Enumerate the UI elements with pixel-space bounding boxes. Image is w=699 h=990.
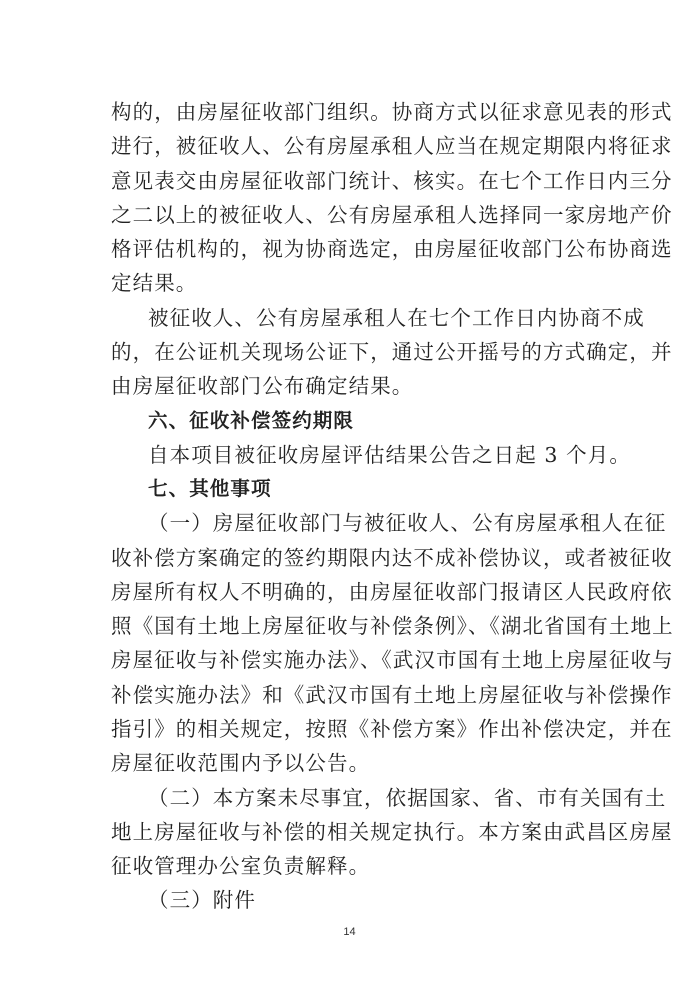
body-line: 格评估机构的，视为协商选定，由房屋征收部门公布协商选 <box>111 237 673 262</box>
body-line: 房屋征收范围内予以公告。 <box>111 751 371 776</box>
paragraph-start-line: （二）本方案未尽事宜，依据国家、省、市有关国有土 <box>148 785 667 810</box>
paragraph-start-line: 自本项目被征收房屋评估结果公告之日起 3 个月。 <box>148 442 631 467</box>
page-number: 14 <box>343 926 356 938</box>
section-heading-other-matters: 七、其他事项 <box>148 477 272 501</box>
body-line: 照《国有土地上房屋征收与补偿条例》、《湖北省国有土地上 <box>111 614 674 639</box>
body-line: 房屋征收与补偿实施办法》、《武汉市国有土地上房屋征收与 <box>111 648 674 673</box>
body-line: 征收管理办公室负责解释。 <box>111 854 371 879</box>
body-line: 收补偿方案确定的签约期限内达不成补偿协议，或者被征收 <box>111 545 673 570</box>
body-line: 的，在公证机关现场公证下，通过公开摇号的方式确定，并 <box>111 339 673 364</box>
body-line: 指引》的相关规定，按照《补偿方案》作出补偿决定，并在 <box>111 717 673 742</box>
body-line: 由房屋征收部门公布确定结果。 <box>111 374 414 399</box>
body-line: 定结果。 <box>111 271 198 296</box>
body-line: 意见表交由房屋征收部门统计、核实。在七个工作日内三分 <box>111 168 673 193</box>
body-line: 房屋所有权人不明确的，由房屋征收部门报请区人民政府依 <box>111 579 673 604</box>
body-line: 补偿实施办法》和《武汉市国有土地上房屋征收与补偿操作 <box>111 682 673 707</box>
paragraph-start-line: （一）房屋征收部门与被征收人、公有房屋承租人在征 <box>148 511 667 536</box>
paragraph-start-line: 被征收人、公有房屋承租人在七个工作日内协商不成 <box>148 305 645 330</box>
section-heading-signing-period: 六、征收补偿签约期限 <box>148 408 355 432</box>
body-line: 构的，由房屋征收部门组织。协商方式以征求意见表的形式 <box>111 100 673 124</box>
body-line: 地上房屋征收与补偿的相关规定执行。本方案由武昌区房屋 <box>111 819 673 844</box>
body-line: 进行，被征收人、公有房屋承租人应当在规定期限内将征求 <box>111 134 673 159</box>
body-line: 之二以上的被征收人、公有房屋承租人选择同一家房地产价 <box>111 202 673 227</box>
paragraph-start-line: （三）附件 <box>148 888 256 913</box>
